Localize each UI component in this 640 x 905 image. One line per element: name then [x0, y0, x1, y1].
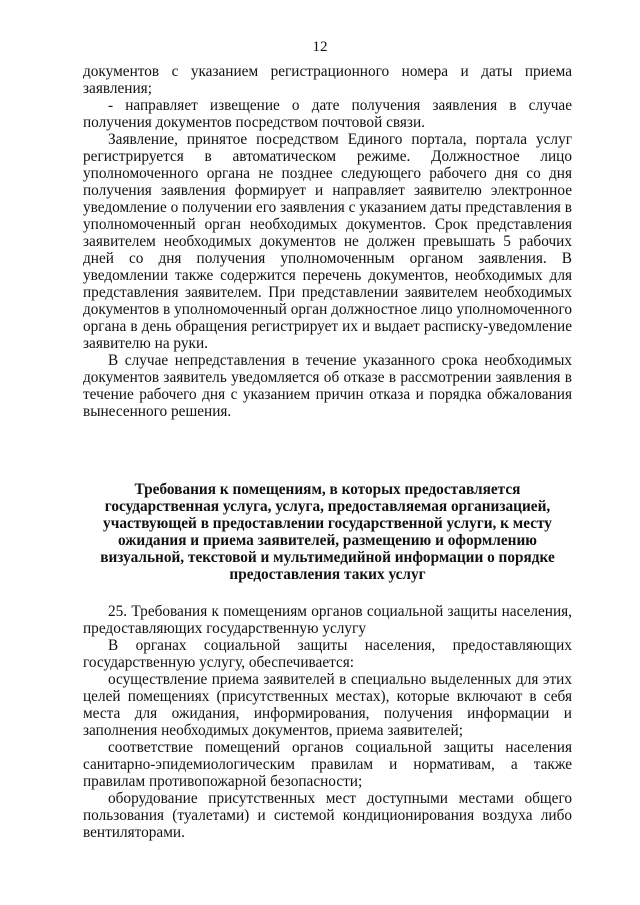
paragraph-portal-application: Заявление, принятое посредством Единого портала, портала услуг регистрируется в автоматическом режиме. Должностное лицо уполномоченного органа не позднее следующего рабочего дня со дня получения заявления формирует и направляет заявителю электронное уведомление о получении его заявления с указанием даты представления в уполномоченный орган необходимых документов. Срок представления заявителем необходимых документов не должен превышать 5 рабочих дней со дня получения уполномоченным органом заявления. В уведомлении также содержится перечень документов, необходимых для представления заявителем. При представлении заявителем необходимых документов в уполномоченный орган должностное лицо уполномоченного органа в день обращения регистрирует их и выдает расписку-уведомление заявителю на руки.	[83, 131, 572, 352]
heading-line: участвующей в предоставлении государственной услуги, к месту	[103, 515, 552, 532]
heading-line: Требования к помещениям, в которых предоставляется	[134, 481, 521, 498]
section-heading	[83, 481, 572, 583]
paragraph-item-25: 25. Требования к помещениям органов социальной защиты населения, предоставляющих государственную услугу	[83, 603, 572, 637]
paragraph-equipment: оборудование присутственных мест доступными местами общего пользования (туалетами) и системой кондиционирования воздуха либо вентиляторами.	[83, 790, 572, 841]
bottom-text-block	[83, 603, 572, 841]
top-text-block	[83, 63, 572, 420]
paragraph-provisions-intro: В органах социальной защиты населения, предоставляющих государственную услугу, обеспечивается:	[83, 637, 572, 671]
paragraph-non-submission: В случае непредставления в течение указанного срока необходимых документов заявитель уведомляется об отказе в рассмотрении заявления в течение рабочего дня с указанием причин отказа и порядка обжалования вынесенного решения.	[83, 352, 572, 420]
paragraph-reception-premises: осуществление приема заявителей в специально выделенных для этих целей помещениях (присутственных местах), которые включают в себя места для ожидания, информирования, получения информации и заполнения необходимых документов, приема заявителей;	[83, 671, 572, 739]
paragraph-mail-notice: - направляет извещение о дате получения заявления в случае получения документов посредством почтовой связи.	[83, 97, 572, 131]
heading-line: государственная услуга, услуга, предоставляемая организацией,	[104, 498, 551, 515]
heading-line: предоставления таких услуг	[229, 566, 426, 583]
heading-line: визуальной, текстовой и мультимедийной информации о порядке	[100, 549, 555, 566]
paragraph-continuation: документов с указанием регистрационного номера и даты приема заявления;	[83, 63, 572, 97]
page-number: 12	[312, 39, 328, 55]
heading-line: ожидания и приема заявителей, размещению и оформлению	[118, 532, 537, 549]
paragraph-sanitary-compliance: соответствие помещений органов социальной защиты населения санитарно-эпидемиологическим правилам и нормативам, а также правилам противопожарной безопасности;	[83, 739, 572, 790]
